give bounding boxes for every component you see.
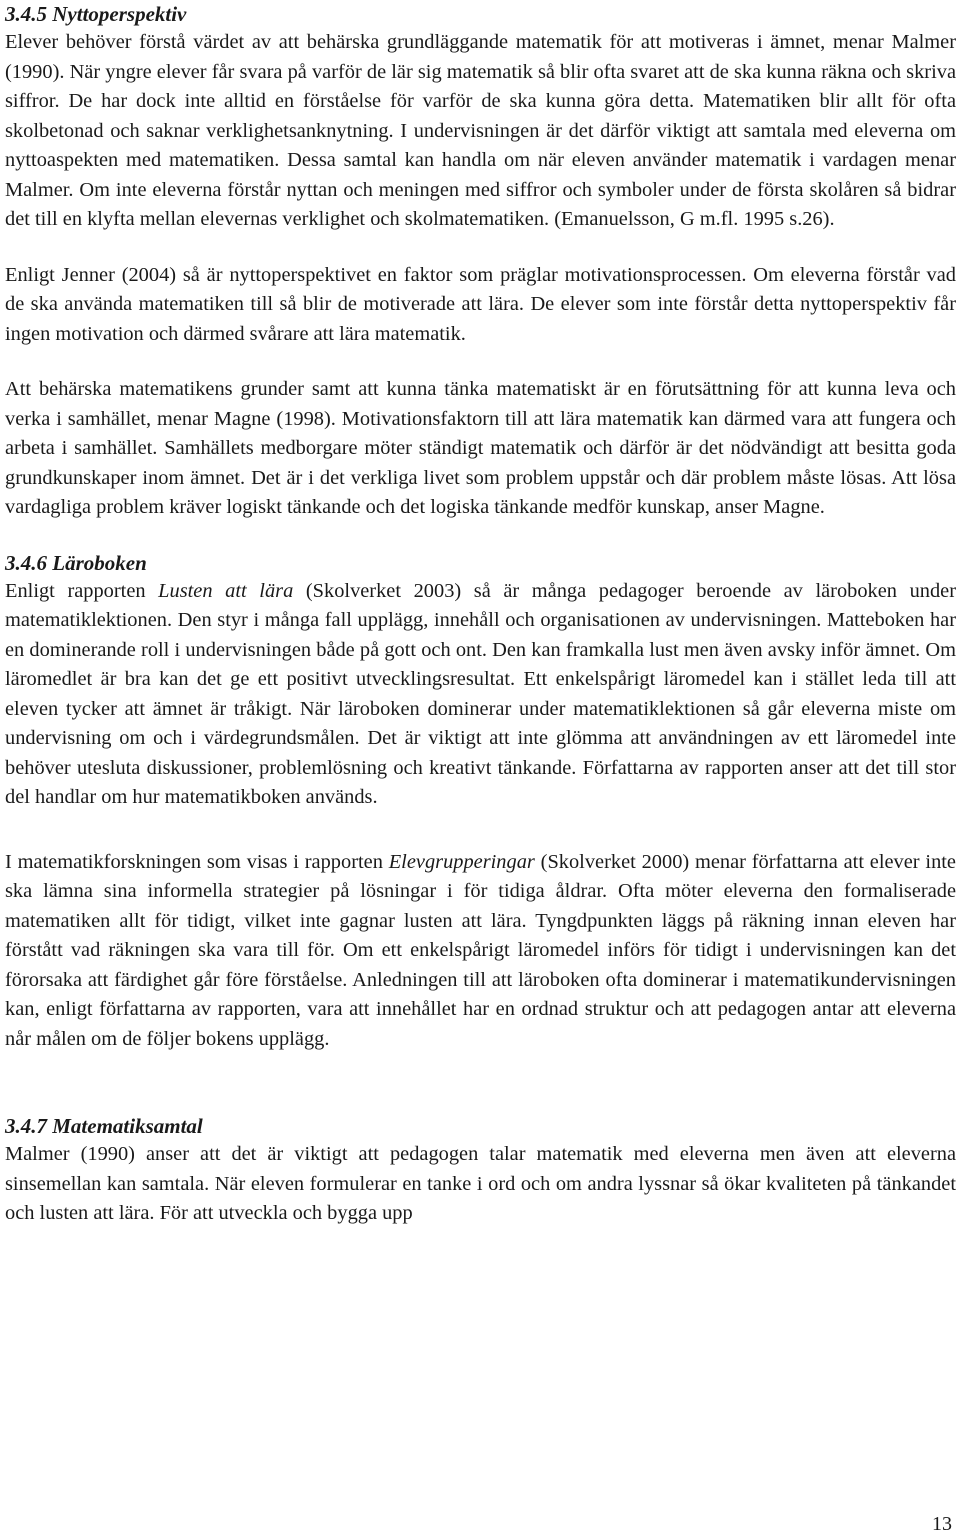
report-title: Elevgrupperingar	[388, 850, 535, 873]
page-number: 13	[932, 1513, 952, 1535]
paragraph-text: (Skolverket 2000) menar författarna att elever inte ska lämna sina informella strategier på lösningar i för tidiga åldrar. Ofta möter eleverna den formaliserade matematiken allt för tidigt, vilket inte gagnar lusten att lära. Tyngdpunkten läggs på räkning innan eleven har förstått vad räkningen ska vara till för. Om ett enkelspårigt läromedel införs för tidigt i undervisningen kan det förorsaka att färdighet går före förståelse. Anledningen till att läroboken ofta dominerar i matematikundervisningen kan, enligt författarna av rapporten, vara att innehållet har en ordnad struktur och att pedagogen antar att eleverna når målen om de följer bokens upplägg.	[5, 850, 956, 1050]
paragraph: Elever behöver förstå värdet av att behärska grundläggande matematik för att motiveras i ämnet, menar Malmer (1990). När yngre elever får svara på varför de lär sig matematik så blir ofta svaret att de ska kunna räkna och skriva siffror. De har dock inte alltid en förståelse för varför de ska kunna göra detta. Matematiken blir allt för ofta skolbetonad och saknar verklighetsanknytning. I undervisningen är det därför viktigt att samtala med eleverna om nyttoaspekten med matematiken. Dessa samtal kan handla om när eleven använder matematik i vardagen menar Malmer. Om inte eleverna förstår nyttan och meningen med siffror och symboler under de första skolåren så bidrar det till en klyfta mellan elevernas verklighet och skolmatematiken. (Emanuelsson, G m.fl. 1995 s.26).	[5, 31, 956, 230]
section-heading-nyttoperspektiv: 3.4.5 Nyttoperspektiv	[5, 2, 187, 26]
paragraph-text: I matematikforskningen som visas i rapporten	[5, 850, 389, 873]
section-heading-laroboken: 3.4.6 Läroboken	[5, 550, 147, 575]
paragraph: Enligt Jenner (2004) så är nyttoperspektivet en faktor som präglar motivationsprocessen. Om eleverna förstår vad de ska använda matematiken till så blir de motiverade att lära. De elever som inte förstår detta nyttoperspektiv får ingen motivation och därmed svårare att lära matematik.	[5, 263, 956, 345]
paragraph	[5, 577, 956, 813]
document-page	[5, 0, 956, 1229]
paragraph-text: (Skolverket 2003) så är många pedagoger beroende av läroboken under matematiklektionen. Den styr i många fall upplägg, innehåll och organisationen av undervisningen. Matteboken har en dominerande roll i undervisningen både på gott och ont. Den kan framkalla lust men även avsky inför ämnet. Om läromedlet är bra kan det ge ett positivt utvecklingsresultat. Ett enkelspårigt läromedel kan i stället leda till att eleven tycker att ämnet är tråkigt. När läroboken dominerar under matematiklektionen så går eleverna miste om undervisning om och i värdegrundsmålen. Det är viktigt att inte glömma att användningen av ett läromedel inte behöver utesluta diskussioner, problemlösning och kreativt tänkande. Författarna av rapporten anser att det till stor del handlar om hur matematikboken används.	[5, 579, 956, 808]
section-heading-matematiksamtal: 3.4.7 Matematiksamtal	[5, 1114, 203, 1138]
report-title: Lusten att lära	[158, 579, 294, 602]
paragraph	[5, 848, 956, 1055]
paragraph-text: Enligt rapporten	[5, 579, 159, 602]
paragraph: Malmer (1990) anser att det är viktigt att pedagogen talar matematik med eleverna men även att eleverna sinsemellan kan samtala. När eleven formulerar en tanke i ord och om andra lyssnar så ökar kvaliteten på tänkandet och lusten att lära. För att utveckla och bygga upp	[5, 1143, 956, 1224]
paragraph: Att behärska matematikens grunder samt att kunna tänka matematiskt är en förutsättning för att kunna leva och verka i samhället, menar Magne (1998). Motivationsfaktorn till att lära matematik kan därmed vara att fungera och arbeta i samhället. Samhällets medborgare möter ständigt matematik och därför är det nödvändigt att besitta goda grundkunskaper inom ämnet. Det är i det verkliga livet som problem uppstår och där problem måste lösas. Att lösa vardagliga problem kräver logiskt tänkande och det logiska tänkande medför kunskap, anser Magne.	[5, 378, 956, 518]
